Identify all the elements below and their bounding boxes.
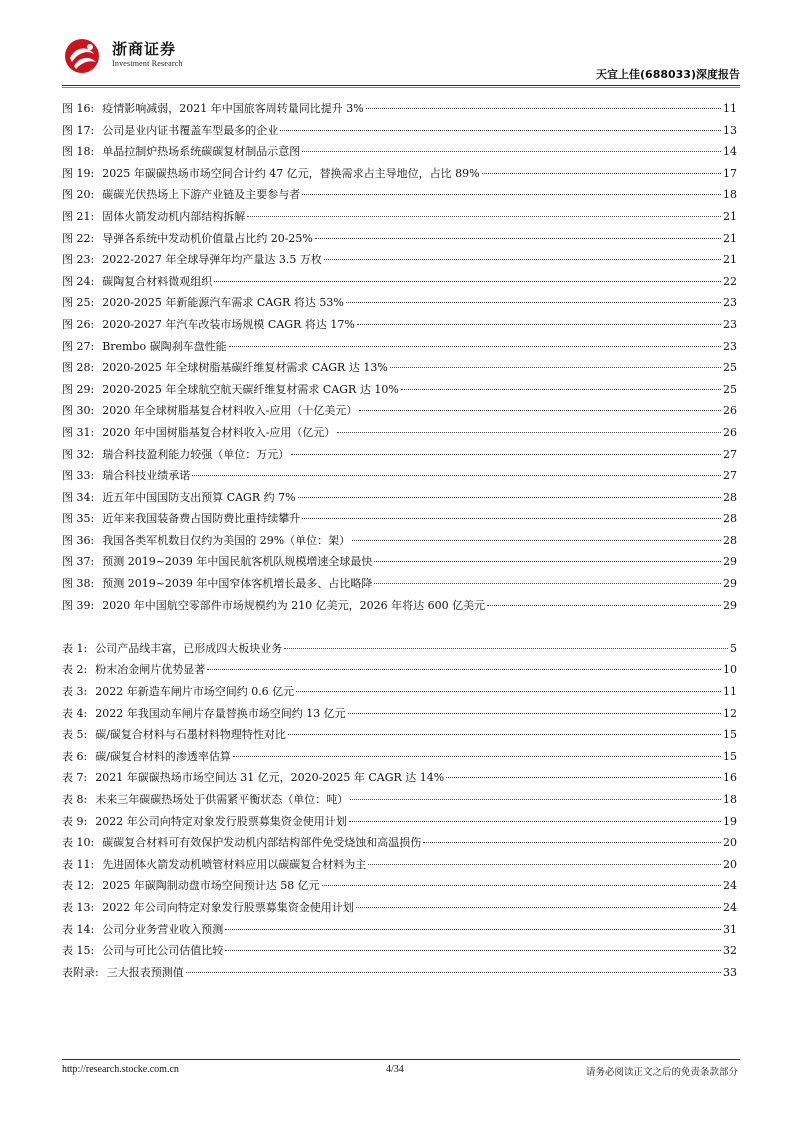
toc-entry-title: 2025 年碳陶制动盘市场空间预计达 58 亿元 — [102, 879, 320, 893]
toc-entry-title: 2022 年新造车闸片市场空间约 0.6 亿元 — [95, 685, 295, 699]
toc-entry-number: 表 12: — [62, 879, 95, 893]
toc-leader-dots — [207, 669, 721, 670]
toc-leader-dots — [374, 561, 721, 562]
toc-leader-dots — [288, 734, 721, 735]
toc-entry-page: 23 — [723, 317, 737, 331]
toc-entry[interactable] — [62, 120, 737, 142]
toc-entry-number: 图 37: — [62, 555, 95, 569]
toc-leader-dots — [233, 756, 721, 757]
toc-entry-title: 碳陶复合材料微观组织 — [102, 274, 213, 288]
toc-entry[interactable] — [62, 897, 737, 919]
toc-entry-title: 2021 年碳碳热场市场空间达 31 亿元，2020-2025 年 CAGR 达 14% — [95, 771, 445, 785]
toc-entry-title: 疫情影响减弱，2021 年中国旅客周转量同比提升 3% — [102, 102, 364, 115]
toc-entry-title: 2020 年中国航空零部件市场规模约为 210 亿美元，2026 年将达 600 亿美元 — [102, 598, 486, 612]
toc-entry[interactable] — [62, 314, 737, 336]
toc-leader-dots — [229, 346, 721, 347]
toc-entry-page: 33 — [723, 965, 737, 979]
toc-entry-number: 图 23: — [62, 253, 95, 267]
toc-entry-number: 表 3: — [62, 685, 88, 699]
toc-leader-dots — [357, 324, 721, 325]
toc-leader-dots — [298, 497, 721, 498]
toc-leader-dots — [374, 583, 721, 584]
toc-entry-number: 表 14: — [62, 922, 95, 936]
toc-entry-number: 图 16: — [62, 102, 95, 115]
toc-entry[interactable] — [62, 681, 737, 703]
toc-entry-page: 25 — [723, 361, 737, 375]
toc-leader-dots — [302, 518, 721, 519]
toc-entry-number: 表 11: — [62, 857, 95, 871]
toc-entry-number: 图 35: — [62, 512, 95, 526]
toc-entry[interactable] — [62, 875, 737, 897]
toc-entry-title: 2022 年我国动车闸片存量替换市场空间约 13 亿元 — [95, 706, 346, 720]
toc-entry-number: 表 15: — [62, 944, 95, 958]
toc-entry-number: 图 18: — [62, 145, 95, 159]
toc-leader-dots — [280, 130, 721, 131]
toc-entry-title: 2020 年中国树脂基复合材料收入-应用（亿元） — [102, 425, 336, 439]
toc-entry[interactable] — [62, 292, 737, 314]
figure-list — [62, 98, 737, 616]
header-divider-secondary — [62, 87, 740, 88]
footer-divider — [62, 1059, 740, 1060]
toc-entry-page: 31 — [723, 922, 737, 936]
toc-entry[interactable] — [62, 141, 737, 163]
toc-entry[interactable] — [62, 551, 737, 573]
toc-entry-number: 图 36: — [62, 533, 95, 547]
toc-entry-title: 先进固体火箭发动机喷管材料应用以碳碳复合材料为主 — [102, 857, 367, 871]
toc-entry-title: 碳碳光伏热场上下游产业链及主要参与者 — [102, 188, 301, 202]
toc-entry-number: 表 10: — [62, 836, 95, 850]
toc-entry-title: 近五年中国国防支出预算 CAGR 约 7% — [102, 490, 296, 504]
toc-entry-page: 11 — [723, 102, 737, 115]
toc-entry[interactable] — [62, 465, 737, 487]
toc-leader-dots — [315, 238, 721, 239]
toc-leader-dots — [401, 389, 721, 390]
toc-entry-title: 预测 2019~2039 年中国窄体客机增长最多、占比略降 — [102, 577, 373, 591]
toc-leader-dots — [192, 475, 721, 476]
toc-entry-page: 26 — [723, 425, 737, 439]
toc-leader-dots — [302, 194, 721, 195]
toc-entry-number: 图 25: — [62, 296, 95, 310]
toc-entry-page: 5 — [730, 641, 737, 655]
page-number: 4/34 — [386, 1064, 404, 1075]
toc-entry-number: 图 22: — [62, 231, 95, 245]
toc-entry-title: 2020 年全球树脂基复合材料收入-应用（十亿美元） — [102, 404, 358, 418]
toc-leader-dots — [284, 648, 728, 649]
toc-entry-title: 公司分业务营业收入预测 — [102, 922, 224, 936]
toc-entry-title: 2020-2025 年全球航空航天碳纤维复材需求 CAGR 达 10% — [102, 382, 399, 396]
toc-leader-dots — [356, 907, 721, 908]
toc-leader-dots — [214, 281, 721, 282]
toc-entry-page: 21 — [723, 231, 737, 245]
toc-entry[interactable] — [62, 789, 737, 811]
toc-entry-number: 图 20: — [62, 188, 95, 202]
toc-entry[interactable] — [62, 703, 737, 725]
toc-entry-page: 15 — [723, 749, 737, 763]
toc-entry-title: Brembo 碳陶刹车盘性能 — [102, 339, 227, 353]
toc-leader-dots — [291, 454, 721, 455]
toc-entry-title: 粉末冶金闸片优势显著 — [95, 663, 206, 677]
brand-name-cn: 浙商证券 — [112, 40, 177, 58]
toc-entry-page: 29 — [723, 598, 737, 612]
toc-entry-page: 18 — [723, 188, 737, 202]
toc-entry[interactable] — [62, 724, 737, 746]
toc-entry-number: 图 30: — [62, 404, 95, 418]
toc-entry-title: 碳/碳复合材料与石墨材料物理特性对比 — [95, 728, 286, 742]
toc-entry-number: 表 7: — [62, 771, 88, 785]
toc-entry-title: 固体火箭发动机内部结构拆解 — [102, 209, 246, 223]
table-list — [62, 638, 737, 984]
toc-entry-page: 21 — [723, 209, 737, 223]
toc-entry-number: 图 39: — [62, 598, 95, 612]
toc-entry-page: 29 — [723, 577, 737, 591]
toc-entry-number: 图 38: — [62, 577, 95, 591]
toc-entry-number: 图 19: — [62, 166, 95, 180]
toc-leader-dots — [349, 821, 721, 822]
toc-entry[interactable] — [62, 271, 737, 293]
toc-entry-page: 24 — [723, 879, 737, 893]
toc-entry-number: 表 5: — [62, 728, 88, 742]
toc-leader-dots — [247, 216, 721, 217]
toc-entry-page: 12 — [723, 706, 737, 720]
toc-entry-title: 未来三年碳碳热场处于供需紧平衡状态（单位：吨） — [95, 793, 349, 806]
toc-entry-number: 表 6: — [62, 749, 88, 763]
table-of-contents — [62, 98, 737, 983]
toc-entry-number: 表 2: — [62, 663, 88, 677]
toc-entry[interactable] — [62, 336, 737, 358]
toc-entry-page: 20 — [723, 836, 737, 850]
toc-leader-dots — [322, 885, 721, 886]
toc-leader-dots — [350, 799, 721, 800]
toc-entry-page: 17 — [723, 166, 737, 180]
footer-disclaimer: 请务必阅读正文之后的免责条款部分 — [585, 1067, 738, 1078]
toc-entry-page: 28 — [723, 533, 737, 547]
toc-entry[interactable] — [62, 444, 737, 466]
toc-entry-title: 公司是业内证书覆盖车型最多的企业 — [102, 123, 279, 137]
toc-entry-number: 表 4: — [62, 706, 88, 720]
toc-entry-number: 表 9: — [62, 814, 88, 828]
toc-leader-dots — [324, 259, 721, 260]
footer-url-link[interactable]: http://research.stocke.com.cn — [62, 1064, 179, 1075]
toc-entry[interactable] — [62, 811, 737, 833]
toc-leader-dots — [296, 691, 721, 692]
toc-entry[interactable] — [62, 98, 737, 120]
toc-entry-title: 预测 2019~2039 年中国民航客机队规模增速全球最快 — [102, 555, 373, 569]
toc-entry-page: 16 — [723, 771, 737, 785]
toc-entry[interactable] — [62, 595, 737, 617]
toc-entry[interactable] — [62, 746, 737, 768]
toc-entry-title: 单晶拉制炉热场系统碳碳复材制品示意图 — [102, 145, 301, 159]
toc-leader-dots — [390, 367, 721, 368]
toc-entry-page: 28 — [723, 512, 737, 526]
toc-entry[interactable] — [62, 962, 737, 984]
toc-entry-page: 26 — [723, 404, 737, 418]
toc-entry-number: 图 17: — [62, 123, 95, 137]
toc-entry[interactable] — [62, 400, 737, 422]
toc-entry-number: 图 33: — [62, 469, 95, 483]
toc-entry-number: 图 24: — [62, 274, 95, 288]
toc-leader-dots — [337, 432, 721, 433]
toc-leader-dots — [352, 540, 721, 541]
toc-entry-page: 25 — [723, 382, 737, 396]
toc-entry[interactable] — [62, 767, 737, 789]
toc-entry[interactable] — [62, 573, 737, 595]
toc-leader-dots — [186, 972, 721, 973]
toc-leader-dots — [359, 410, 721, 411]
toc-entry[interactable] — [62, 919, 737, 941]
toc-leader-dots — [348, 713, 721, 714]
toc-entry[interactable] — [62, 184, 737, 206]
toc-entry-page: 28 — [723, 490, 737, 504]
toc-entry-page: 22 — [723, 274, 737, 288]
toc-entry-page: 27 — [723, 447, 737, 461]
toc-entry-number: 表 8: — [62, 793, 88, 806]
toc-entry[interactable] — [62, 508, 737, 530]
zheshang-logo-icon — [62, 36, 107, 76]
toc-entry[interactable] — [62, 832, 737, 854]
toc-entry-page: 23 — [723, 339, 737, 353]
toc-entry[interactable] — [62, 422, 737, 444]
toc-entry-title: 瑞合科技业绩承诺 — [102, 469, 191, 483]
toc-entry-number: 图 34: — [62, 490, 95, 504]
toc-entry-page: 13 — [723, 123, 737, 137]
toc-entry-title: 公司产品线丰富，已形成四大板块业务 — [95, 641, 283, 655]
toc-entry-page: 15 — [723, 728, 737, 742]
toc-entry-page: 27 — [723, 469, 737, 483]
toc-entry-number: 图 27: — [62, 339, 95, 353]
toc-entry[interactable] — [62, 854, 737, 876]
toc-leader-dots — [366, 108, 721, 109]
toc-entry-number: 表附录: — [62, 965, 99, 979]
toc-entry[interactable] — [62, 228, 737, 250]
toc-entry-title: 2020-2025 年全球树脂基碳纤维复材需求 CAGR 达 13% — [102, 361, 388, 375]
page-header — [62, 34, 740, 84]
toc-entry-page: 23 — [723, 296, 737, 310]
toc-entry-page: 29 — [723, 555, 737, 569]
toc-entry-title: 2025 年碳碳热场市场空间合计约 47 亿元，替换需求占主导地位，占比 89% — [102, 166, 480, 180]
toc-entry-title: 近年来我国装备费占国防费比重持续攀升 — [102, 512, 301, 526]
toc-entry-title: 碳/碳复合材料的渗透率估算 — [95, 749, 231, 763]
toc-entry-page: 20 — [723, 857, 737, 871]
toc-entry-number: 图 28: — [62, 361, 95, 375]
toc-leader-dots — [346, 302, 721, 303]
toc-entry-title: 碳碳复合材料可有效保护发动机内部结构部件免受烧蚀和高温损伤 — [102, 836, 422, 850]
toc-entry-title: 2020-2025 年新能源汽车需求 CAGR 将达 53% — [102, 296, 344, 310]
toc-entry-title: 2020-2027 年汽车改装市场规模 CAGR 将达 17% — [102, 317, 355, 331]
toc-leader-dots — [225, 929, 721, 930]
toc-entry-page: 10 — [723, 663, 737, 677]
toc-entry-title: 导弹各系统中发动机价值量占比约 20-25% — [102, 231, 313, 245]
toc-entry-page: 21 — [723, 253, 737, 267]
toc-entry-number: 图 32: — [62, 447, 95, 461]
toc-leader-dots — [225, 950, 721, 951]
toc-entry-number: 图 29: — [62, 382, 95, 396]
toc-entry-page: 32 — [723, 944, 737, 958]
toc-entry-number: 图 31: — [62, 425, 95, 439]
toc-entry[interactable] — [62, 379, 737, 401]
toc-entry-title: 2022 年公司向特定对象发行股票募集资金使用计划 — [102, 900, 354, 914]
toc-leader-dots — [423, 842, 721, 843]
toc-entry-page: 24 — [723, 900, 737, 914]
toc-entry[interactable] — [62, 940, 737, 962]
toc-leader-dots — [368, 864, 721, 865]
toc-entry-number: 图 26: — [62, 317, 95, 331]
toc-entry[interactable] — [62, 659, 737, 681]
toc-entry-title: 瑞合科技盈利能力较强（单位：万元） — [102, 447, 290, 461]
toc-entry-title: 2022-2027 年全球导弹年均产量达 3.5 万枚 — [102, 253, 322, 267]
header-divider — [62, 85, 740, 86]
toc-entry-title: 我国各类军机数目仅约为美国的 29%（单位：架） — [102, 533, 351, 547]
toc-entry[interactable] — [62, 357, 737, 379]
toc-entry[interactable] — [62, 530, 737, 552]
list-spacer — [62, 616, 737, 638]
toc-leader-dots — [302, 151, 721, 152]
toc-entry[interactable] — [62, 163, 737, 185]
toc-entry-page: 18 — [723, 793, 737, 806]
toc-entry-number: 表 1: — [62, 641, 88, 655]
toc-entry[interactable] — [62, 638, 737, 660]
toc-leader-dots — [487, 605, 721, 606]
toc-entry-number: 图 21: — [62, 209, 95, 223]
toc-entry-number: 表 13: — [62, 900, 95, 914]
toc-entry-title: 2022 年公司向特定对象发行股票募集资金使用计划 — [95, 814, 347, 828]
report-title: 天宜上佳(688033)深度报告 — [596, 68, 740, 81]
brand-name-en: Investment Research — [112, 59, 183, 68]
toc-leader-dots — [482, 173, 721, 174]
toc-entry-page: 14 — [723, 145, 737, 159]
toc-entry[interactable] — [62, 487, 737, 509]
toc-entry-title: 三大报表预测值 — [106, 965, 184, 979]
toc-entry[interactable] — [62, 249, 737, 271]
toc-entry-page: 11 — [723, 685, 737, 699]
toc-entry-title: 公司与可比公司估值比较 — [102, 944, 224, 958]
toc-leader-dots — [446, 777, 721, 778]
toc-entry[interactable] — [62, 206, 737, 228]
toc-entry-page: 19 — [723, 814, 737, 828]
